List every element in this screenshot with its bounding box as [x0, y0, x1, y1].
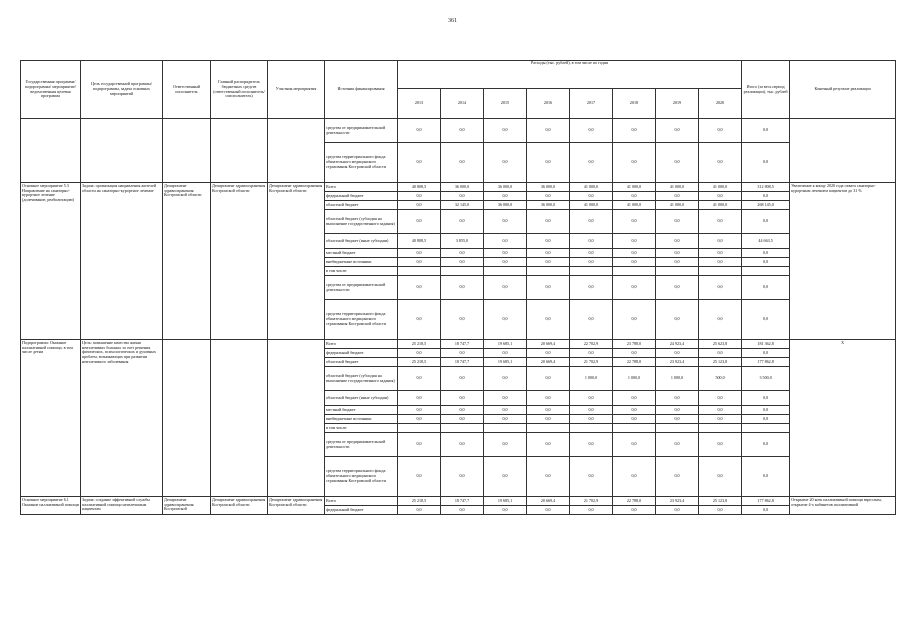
cell-year-value: 25 623,8: [699, 340, 742, 349]
cell-responsible: Департамент здравоохранения Костромской области: [163, 183, 211, 340]
header-year: 2018: [613, 89, 656, 119]
cell-source: местный бюджет: [325, 406, 398, 415]
cell-year-value: 0,0: [398, 433, 441, 457]
cell-year-value: 0,0: [570, 457, 613, 497]
cell-year-value: 0,0: [613, 300, 656, 340]
header-year: 2017: [570, 89, 613, 119]
cell-total: 181 362,8: [742, 340, 790, 349]
page-number: 361: [448, 18, 457, 24]
cell-year-value: 0,0: [527, 192, 570, 201]
header-source: Источник финансирования: [325, 61, 398, 119]
cell-source: средства от предпринимательской деятельности: [325, 433, 398, 457]
cell-year-value: 0,0: [484, 192, 527, 201]
cell-total: 3 500,0: [742, 367, 790, 391]
cell-source: Всего: [325, 340, 398, 349]
cell-year-value: 0,0: [570, 119, 613, 143]
cell-year-value: [656, 424, 699, 433]
header-year: 2013: [398, 89, 441, 119]
cell-year-value: 0,0: [613, 210, 656, 234]
cell-source: областной бюджет (иные субсидии): [325, 391, 398, 406]
cell-year-value: 0,0: [699, 506, 742, 515]
cell-year-value: 25 123,8: [699, 497, 742, 506]
cell-year-value: 0,0: [398, 367, 441, 391]
cell-year-value: 0,0: [484, 391, 527, 406]
table-header: [21, 61, 896, 119]
cell-source: средства от предпринимательской деятельности: [325, 276, 398, 300]
cell-year-value: 0,0: [527, 391, 570, 406]
cell-year-value: 0,0: [656, 258, 699, 267]
header-participant: Участник мероприятия: [268, 61, 325, 119]
cell-source: федеральный бюджет: [325, 506, 398, 515]
cell-year-value: 0,0: [570, 433, 613, 457]
cell-year-value: 0,0: [570, 234, 613, 249]
cell-participant: [268, 340, 325, 497]
cell-year-value: 0,0: [398, 391, 441, 406]
cell-year-value: 0,0: [441, 143, 484, 183]
table-row: [21, 183, 896, 192]
cell-year-value: 0,0: [656, 210, 699, 234]
cell-year-value: 0,0: [656, 119, 699, 143]
cell-year-value: 20 669,4: [527, 497, 570, 506]
cell-participant: [268, 119, 325, 183]
cell-year-value: 0,0: [484, 457, 527, 497]
cell-year-value: 0,0: [570, 391, 613, 406]
cell-year-value: 0,0: [656, 506, 699, 515]
cell-year-value: 0,0: [570, 506, 613, 515]
cell-year-value: 0,0: [570, 249, 613, 258]
cell-year-value: 20 669,4: [527, 340, 570, 349]
cell-year-value: 0,0: [484, 276, 527, 300]
cell-year-value: 40 808,5: [398, 183, 441, 192]
cell-result: [790, 119, 896, 183]
cell-total: 0,0: [742, 210, 790, 234]
cell-year-value: 0,0: [441, 119, 484, 143]
cell-year-value: 0,0: [699, 249, 742, 258]
cell-year-value: 41 000,0: [699, 183, 742, 192]
cell-year-value: 0,0: [484, 300, 527, 340]
cell-year-value: 0,0: [613, 415, 656, 424]
cell-year-value: 21 702,9: [570, 497, 613, 506]
cell-year-value: 0,0: [656, 349, 699, 358]
cell-year-value: 0,0: [570, 258, 613, 267]
cell-year-value: [441, 267, 484, 276]
cell-year-value: 0,0: [699, 276, 742, 300]
cell-year-value: 0,0: [441, 406, 484, 415]
cell-year-value: [570, 424, 613, 433]
cell-year-value: 0,0: [527, 249, 570, 258]
cell-year-value: 1 000,0: [613, 367, 656, 391]
cell-year-value: 41 000,0: [656, 183, 699, 192]
cell-source: средства территориального фонда обязательного медицинского страхования Костромской области: [325, 300, 398, 340]
cell-year-value: 41 000,0: [699, 201, 742, 210]
cell-year-value: 0,0: [613, 391, 656, 406]
cell-year-value: 21 702,9: [570, 358, 613, 367]
cell-total: 0,0: [742, 391, 790, 406]
cell-year-value: 24 923,4: [656, 340, 699, 349]
cell-year-value: 0,0: [613, 258, 656, 267]
budget-table: [20, 60, 896, 515]
cell-year-value: 0,0: [527, 300, 570, 340]
cell-year-value: 0,0: [699, 406, 742, 415]
cell-manager: [211, 119, 268, 183]
cell-year-value: 0,0: [570, 300, 613, 340]
cell-year-value: 25 218,5: [398, 497, 441, 506]
cell-year-value: 0,0: [398, 415, 441, 424]
cell-source: внебюджетные источники: [325, 258, 398, 267]
cell-source: федеральный бюджет: [325, 349, 398, 358]
cell-year-value: 41 000,0: [613, 201, 656, 210]
cell-year-value: 41 000,0: [656, 201, 699, 210]
cell-year-value: 0,0: [484, 143, 527, 183]
cell-year-value: 0,0: [484, 415, 527, 424]
cell-year-value: 0,0: [441, 300, 484, 340]
header-manager: Главный распорядитель бюджетных средств (ответственный исполнитель/ соисполнитель): [211, 61, 268, 119]
cell-total: 177 862,8: [742, 497, 790, 506]
cell-year-value: 0,0: [527, 143, 570, 183]
cell-year-value: 0,0: [613, 433, 656, 457]
cell-year-value: 0,0: [398, 210, 441, 234]
cell-year-value: 36 000,0: [527, 201, 570, 210]
cell-year-value: 0,0: [656, 192, 699, 201]
budget-table-sheet: [20, 60, 880, 570]
cell-year-value: 0,0: [398, 201, 441, 210]
cell-year-value: 0,0: [398, 276, 441, 300]
cell-year-value: 0,0: [484, 249, 527, 258]
cell-source: в том числе:: [325, 267, 398, 276]
cell-year-value: 0,0: [398, 192, 441, 201]
cell-year-value: 0,0: [527, 506, 570, 515]
cell-year-value: [613, 267, 656, 276]
cell-total: 0,0: [742, 406, 790, 415]
cell-year-value: 0,0: [699, 210, 742, 234]
cell-total: 177 862,8: [742, 358, 790, 367]
cell-year-value: 0,0: [570, 210, 613, 234]
cell-year-value: 0,0: [441, 391, 484, 406]
cell-year-value: 0,0: [613, 234, 656, 249]
cell-year-value: 0,0: [570, 192, 613, 201]
cell-year-value: 0,0: [570, 406, 613, 415]
cell-year-value: 0,0: [699, 433, 742, 457]
cell-year-value: 0,0: [441, 276, 484, 300]
cell-result: Увеличение к концу 2020 года охвата санаторно-курортным лечением пациентов до 31 %: [790, 183, 896, 340]
header-program: Государственная программа/подпрограмма/ мероприятие/ ведомственная целевая программа: [21, 61, 81, 119]
cell-result: Открытие 20 коек паллиативной помощи взрослым, открытие 4-х кабинетов паллиативной: [790, 497, 896, 515]
cell-year-value: 25 123,8: [699, 358, 742, 367]
cell-year-value: 0,0: [570, 276, 613, 300]
header-year: 2020: [699, 89, 742, 119]
cell-year-value: 22 788,0: [613, 497, 656, 506]
cell-total: 312 808,5: [742, 183, 790, 192]
cell-goal: Цель: повышение качества жизни неизлечимых больных за счет решения физических, психологических и духовных проблем, возникающих при развитии неизлечимого заболевания: [81, 340, 163, 497]
cell-participant: Департамент здравоохранения Костромской области: [268, 497, 325, 515]
cell-year-value: 0,0: [527, 406, 570, 415]
cell-source: Всего: [325, 183, 398, 192]
cell-year-value: 0,0: [699, 192, 742, 201]
cell-year-value: 0,0: [656, 234, 699, 249]
cell-year-value: 0,0: [527, 415, 570, 424]
cell-year-value: 41 000,0: [613, 183, 656, 192]
cell-year-value: 0,0: [613, 406, 656, 415]
cell-year-value: 23 923,4: [656, 497, 699, 506]
header-responsible: Ответственный исполнитель: [163, 61, 211, 119]
cell-total: 0,0: [742, 457, 790, 497]
cell-year-value: [484, 424, 527, 433]
cell-year-value: [441, 424, 484, 433]
cell-year-value: 0,0: [613, 506, 656, 515]
cell-year-value: 0,0: [398, 143, 441, 183]
cell-year-value: 0,0: [613, 192, 656, 201]
cell-manager: [211, 340, 268, 497]
cell-year-value: 0,0: [441, 433, 484, 457]
cell-year-value: 500,0: [699, 367, 742, 391]
cell-year-value: 0,0: [699, 391, 742, 406]
cell-responsible: [163, 340, 211, 497]
cell-year-value: [699, 424, 742, 433]
cell-year-value: 36 000,0: [441, 183, 484, 192]
cell-source: средства территориального фонда обязательного медицинского страхования Костромской области: [325, 143, 398, 183]
cell-year-value: 19 685,1: [484, 358, 527, 367]
cell-year-value: 0,0: [613, 349, 656, 358]
cell-year-value: 0,0: [527, 349, 570, 358]
cell-year-value: 20 669,4: [527, 358, 570, 367]
cell-year-value: 18 747,7: [441, 358, 484, 367]
cell-manager: Департамент здравоохранения Костромской области: [211, 183, 268, 340]
cell-year-value: 0,0: [699, 415, 742, 424]
cell-year-value: 0,0: [441, 506, 484, 515]
cell-year-value: 0,0: [484, 119, 527, 143]
cell-source: федеральный бюджет: [325, 192, 398, 201]
cell-total: 0,0: [742, 192, 790, 201]
cell-year-value: 22 702,9: [570, 340, 613, 349]
cell-total: 0,0: [742, 249, 790, 258]
cell-year-value: 23 923,4: [656, 358, 699, 367]
cell-year-value: 22 788,0: [613, 358, 656, 367]
cell-year-value: 0,0: [699, 300, 742, 340]
cell-year-value: 19 685,1: [484, 340, 527, 349]
cell-year-value: 0,0: [699, 143, 742, 183]
cell-source: областной бюджет (субсидия на выполнение государственного задания): [325, 367, 398, 391]
cell-year-value: 0,0: [484, 406, 527, 415]
cell-year-value: [484, 267, 527, 276]
cell-year-value: 25 218,5: [398, 340, 441, 349]
cell-source: областной бюджет: [325, 358, 398, 367]
cell-year-value: [570, 267, 613, 276]
cell-year-value: 0,0: [613, 119, 656, 143]
cell-year-value: 0,0: [484, 506, 527, 515]
cell-year-value: 0,0: [527, 258, 570, 267]
cell-year-value: 0,0: [398, 119, 441, 143]
cell-source: средства территориального фонда обязательного медицинского страхования Костромской области: [325, 457, 398, 497]
cell-year-value: 18 747,7: [441, 340, 484, 349]
cell-year-value: 0,0: [656, 406, 699, 415]
cell-year-value: 36 000,0: [484, 183, 527, 192]
cell-participant: Департамент здравоохранения Костромской области: [268, 183, 325, 340]
cell-year-value: 0,0: [527, 276, 570, 300]
cell-total: 0,0: [742, 300, 790, 340]
header-goal: Цель государственной программы/подпрограммы, задача основных мероприятий: [81, 61, 163, 119]
header-year: 2019: [656, 89, 699, 119]
cell-year-value: 41 000,0: [570, 183, 613, 192]
cell-year-value: 0,0: [656, 143, 699, 183]
header-expenses-group: Расходы (тыс. рублей), в том числе по годам: [398, 61, 742, 89]
cell-total: [742, 424, 790, 433]
cell-year-value: 0,0: [527, 210, 570, 234]
cell-year-value: 0,0: [484, 433, 527, 457]
cell-total: 268 145,0: [742, 201, 790, 210]
cell-year-value: 0,0: [398, 249, 441, 258]
cell-year-value: 0,0: [441, 210, 484, 234]
cell-year-value: 0,0: [441, 349, 484, 358]
cell-year-value: [398, 424, 441, 433]
cell-year-value: 0,0: [527, 119, 570, 143]
cell-year-value: 36 000,0: [484, 201, 527, 210]
cell-year-value: 0,0: [527, 433, 570, 457]
cell-source: областной бюджет (субсидия на выполнение государственного задания): [325, 210, 398, 234]
cell-year-value: 0,0: [699, 457, 742, 497]
cell-year-value: 0,0: [484, 210, 527, 234]
cell-year-value: 0,0: [484, 234, 527, 249]
cell-program: Подпрограмма: Оказание паллиативной помощи, в том числе детям: [21, 340, 81, 497]
cell-result: Х: [790, 340, 896, 497]
cell-year-value: 0,0: [441, 415, 484, 424]
cell-year-value: 0,0: [527, 234, 570, 249]
cell-year-value: 0,0: [398, 258, 441, 267]
table-row: [21, 340, 896, 349]
cell-year-value: 0,0: [613, 143, 656, 183]
cell-source: местный бюджет: [325, 249, 398, 258]
table-row: [21, 497, 896, 506]
cell-year-value: [527, 267, 570, 276]
cell-year-value: 0,0: [656, 433, 699, 457]
cell-year-value: 0,0: [398, 300, 441, 340]
cell-year-value: 0,0: [613, 457, 656, 497]
cell-year-value: 41 000,0: [570, 201, 613, 210]
cell-total: 0,0: [742, 415, 790, 424]
cell-total: 0,0: [742, 433, 790, 457]
header-year: 2015: [484, 89, 527, 119]
cell-source: областной бюджет (иные субсидии): [325, 234, 398, 249]
cell-year-value: 0,0: [570, 143, 613, 183]
cell-total: [742, 267, 790, 276]
cell-year-value: 0,0: [484, 258, 527, 267]
cell-year-value: 0,0: [441, 192, 484, 201]
cell-year-value: 0,0: [398, 406, 441, 415]
cell-year-value: 0,0: [656, 300, 699, 340]
cell-year-value: 0,0: [656, 249, 699, 258]
cell-year-value: 0,0: [441, 249, 484, 258]
cell-year-value: 0,0: [699, 258, 742, 267]
cell-year-value: 19 685,1: [484, 497, 527, 506]
cell-total: 0,0: [742, 258, 790, 267]
cell-year-value: 0,0: [441, 457, 484, 497]
cell-total: 0,0: [742, 143, 790, 183]
cell-year-value: 40 808,5: [398, 234, 441, 249]
cell-year-value: [398, 267, 441, 276]
cell-year-value: 0,0: [613, 249, 656, 258]
cell-year-value: [699, 267, 742, 276]
cell-year-value: 25 218,5: [398, 358, 441, 367]
cell-year-value: 0,0: [527, 457, 570, 497]
header-total: Итого (за весь период реализации), тыс. рублей: [742, 61, 790, 119]
cell-year-value: 0,0: [398, 457, 441, 497]
cell-year-value: 0,0: [484, 367, 527, 391]
cell-program: Основное мероприятие 6.1 Оказание паллиативной помощи: [21, 497, 81, 515]
cell-manager: Департамент здравоохранения Костромской области: [211, 497, 268, 515]
cell-total: 0,0: [742, 119, 790, 143]
cell-year-value: [613, 424, 656, 433]
cell-year-value: 32 145,0: [441, 201, 484, 210]
cell-year-value: 0,0: [656, 457, 699, 497]
cell-year-value: [656, 267, 699, 276]
cell-program: [21, 119, 81, 183]
cell-year-value: 0,0: [656, 276, 699, 300]
cell-year-value: 0,0: [527, 367, 570, 391]
cell-year-value: 0,0: [441, 367, 484, 391]
cell-year-value: 36 000,0: [527, 183, 570, 192]
cell-year-value: 23 788,0: [613, 340, 656, 349]
cell-total: 0,0: [742, 506, 790, 515]
cell-program: Основное мероприятие 5.3 Направление на санаторно-курортное лечение (долечивание, реабилитацию): [21, 183, 81, 340]
cell-source: в том числе:: [325, 424, 398, 433]
cell-source: Всего: [325, 497, 398, 506]
cell-year-value: 0,0: [613, 276, 656, 300]
header-year: 2014: [441, 89, 484, 119]
cell-total: 0,0: [742, 349, 790, 358]
cell-year-value: 0,0: [398, 349, 441, 358]
cell-responsible: Департамент здравоохранения Костромской: [163, 497, 211, 515]
cell-year-value: 3 855,0: [441, 234, 484, 249]
cell-year-value: 0,0: [570, 415, 613, 424]
cell-year-value: 0,0: [699, 234, 742, 249]
cell-source: средства от предпринимательской деятельности: [325, 119, 398, 143]
cell-year-value: 0,0: [484, 349, 527, 358]
cell-year-value: 0,0: [656, 415, 699, 424]
cell-goal: Задача: организация направления жителей области на санаторно-курортное лечение: [81, 183, 163, 340]
cell-year-value: 0,0: [656, 391, 699, 406]
cell-source: внебюджетные источники: [325, 415, 398, 424]
cell-source: областной бюджет: [325, 201, 398, 210]
cell-year-value: 1 000,0: [570, 367, 613, 391]
cell-goal: Задача: создание эффективной службы паллиативной помощи неизлечимым пациентам: [81, 497, 163, 515]
table-row: [21, 119, 896, 143]
cell-total: 44 663,5: [742, 234, 790, 249]
cell-year-value: 0,0: [398, 506, 441, 515]
cell-responsible: [163, 119, 211, 183]
cell-year-value: 0,0: [570, 349, 613, 358]
cell-year-value: 0,0: [699, 349, 742, 358]
cell-year-value: 18 747,7: [441, 497, 484, 506]
cell-year-value: 0,0: [699, 119, 742, 143]
table-body: [21, 119, 896, 515]
header-result: Конечный результат реализации: [790, 61, 896, 119]
cell-year-value: 0,0: [441, 258, 484, 267]
cell-total: 0,0: [742, 276, 790, 300]
cell-year-value: [527, 424, 570, 433]
header-year: 2016: [527, 89, 570, 119]
cell-goal: [81, 119, 163, 183]
cell-year-value: 1 000,0: [656, 367, 699, 391]
